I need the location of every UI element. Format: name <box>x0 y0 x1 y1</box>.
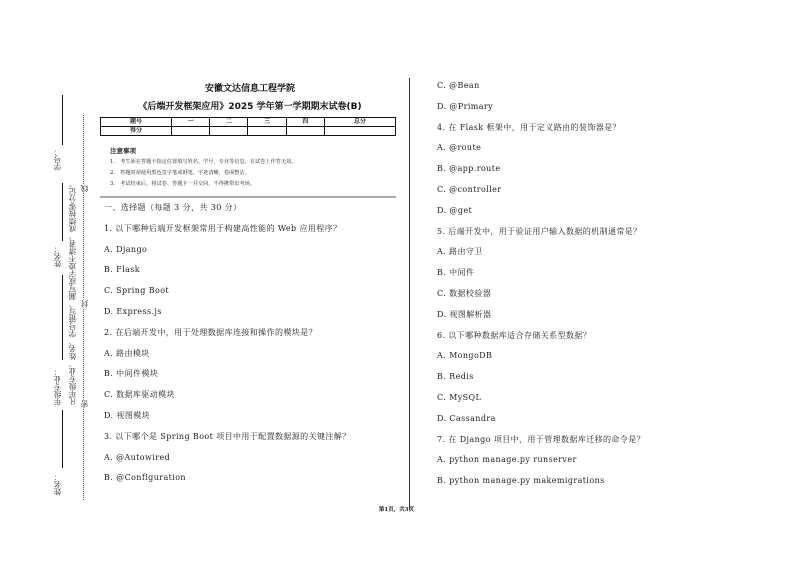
option: D. 视图模块 <box>104 410 151 420</box>
option: A. @Autowired <box>104 452 171 462</box>
name-label-2: 姓名： <box>53 473 62 496</box>
option: B. 中间件 <box>437 268 475 278</box>
notice-item: 2. 答题时须使用黑色签字笔或钢笔，字迹清晰，卷面整洁。 <box>110 170 250 176</box>
question: 1. 以下哪种后端开发框架常用于构建高性能的 Web 应用程序？ <box>104 223 342 233</box>
left-column <box>104 198 351 489</box>
right-column <box>437 76 645 492</box>
option: B. 中间件模块 <box>104 369 159 379</box>
score-header: 四 <box>286 118 324 127</box>
name-line-2[interactable] <box>62 410 63 468</box>
option: B. python manage.py makemigrations <box>437 476 605 486</box>
score-header: 题号 <box>101 118 172 127</box>
option: B. Flask <box>104 265 140 275</box>
question: 6. 以下哪种数据库适合存储关系型数据？ <box>437 330 592 340</box>
question: 5. 后端开发中，用于验证用户输入数据的机制通常是？ <box>437 226 642 236</box>
score-header: 总分 <box>324 118 395 127</box>
score-cell <box>324 127 395 136</box>
section-heading: 一、选择题（每题 3 分，共 30 分） <box>104 203 242 212</box>
student-id-line[interactable] <box>62 95 63 145</box>
score-row-label: 得分 <box>101 127 172 136</box>
option: B. @Configuration <box>104 473 186 483</box>
score-cell <box>210 127 248 136</box>
exam-title: 《后端开发框架应用》2025 学年第一学期期末试卷(B) <box>138 102 362 112</box>
option: A. python manage.py runserver <box>437 455 577 465</box>
student-id-label: 学号： <box>53 148 62 171</box>
question: 7. 在 Django 项目中，用于管理数据库迁移的命令是？ <box>437 434 646 444</box>
seal-char: 线 <box>80 185 89 193</box>
option: D. 视图解析器 <box>437 309 492 319</box>
option: A. MongoDB <box>437 351 493 361</box>
seal-char: 封 <box>80 300 89 308</box>
option: D. @Primary <box>437 101 494 111</box>
option: A. @route <box>437 143 482 153</box>
score-header: 二 <box>210 118 248 127</box>
option: C. @Bean <box>437 81 480 90</box>
major-label: 年级专业： <box>53 368 62 406</box>
seal-char: 密 <box>80 400 89 408</box>
score-header: 三 <box>248 118 286 127</box>
score-table <box>100 117 396 136</box>
option: A. 路由模块 <box>104 348 150 358</box>
score-table-row <box>101 127 396 136</box>
option: B. Redis <box>437 372 474 382</box>
option: D. Express.js <box>104 306 162 316</box>
question: 3. 以下哪个是 Spring Boot 项目中用于配置数据源的关键注解？ <box>104 431 351 441</box>
option: A. 路由守卫 <box>437 247 483 257</box>
option: C. Spring Boot <box>104 286 170 296</box>
page-number: 第1页，共3页 <box>378 507 415 513</box>
name-label: 姓名： <box>53 245 62 268</box>
score-table-header-row <box>101 118 396 127</box>
option: D. @get <box>437 205 473 215</box>
column-divider <box>409 78 410 510</box>
name-line[interactable] <box>62 183 63 241</box>
option: C. 数据校验器 <box>437 288 492 298</box>
score-header: 一 <box>171 118 209 127</box>
option: C. MySQL <box>437 392 482 402</box>
notice-section <box>110 146 297 190</box>
seal-dotted-line <box>83 115 84 500</box>
score-cell <box>248 127 286 136</box>
binding-warning: 凡年级专业、姓名、学号错写、漏写或字迹不清者，成绩按零分记。 <box>68 180 77 405</box>
notice-item: 3. 考试结束后，将试卷、答题卡一并交回，不得携带出考场。 <box>110 181 256 187</box>
major-line[interactable] <box>62 275 63 360</box>
notice-title: 注意事项 <box>110 147 136 155</box>
option: C. @controller <box>437 184 502 194</box>
option: A. Django <box>104 244 148 254</box>
option: B. @app.route <box>437 164 501 174</box>
school-name: 安徽文达信息工程学院 <box>204 84 295 94</box>
question: 2. 在后端开发中，用于处理数据库连接和操作的模块是？ <box>104 327 317 337</box>
option: C. 数据库驱动模块 <box>104 390 175 400</box>
question: 4. 在 Flask 框架中，用于定义路由的装饰器是？ <box>437 122 621 132</box>
score-cell <box>171 127 209 136</box>
notice-item: 1. 考生须在答题卡指定位置填写姓名、学号、专业等信息，在试卷上作答无效。 <box>110 159 297 165</box>
option: D. Cassandra <box>437 413 496 423</box>
score-cell <box>286 127 324 136</box>
